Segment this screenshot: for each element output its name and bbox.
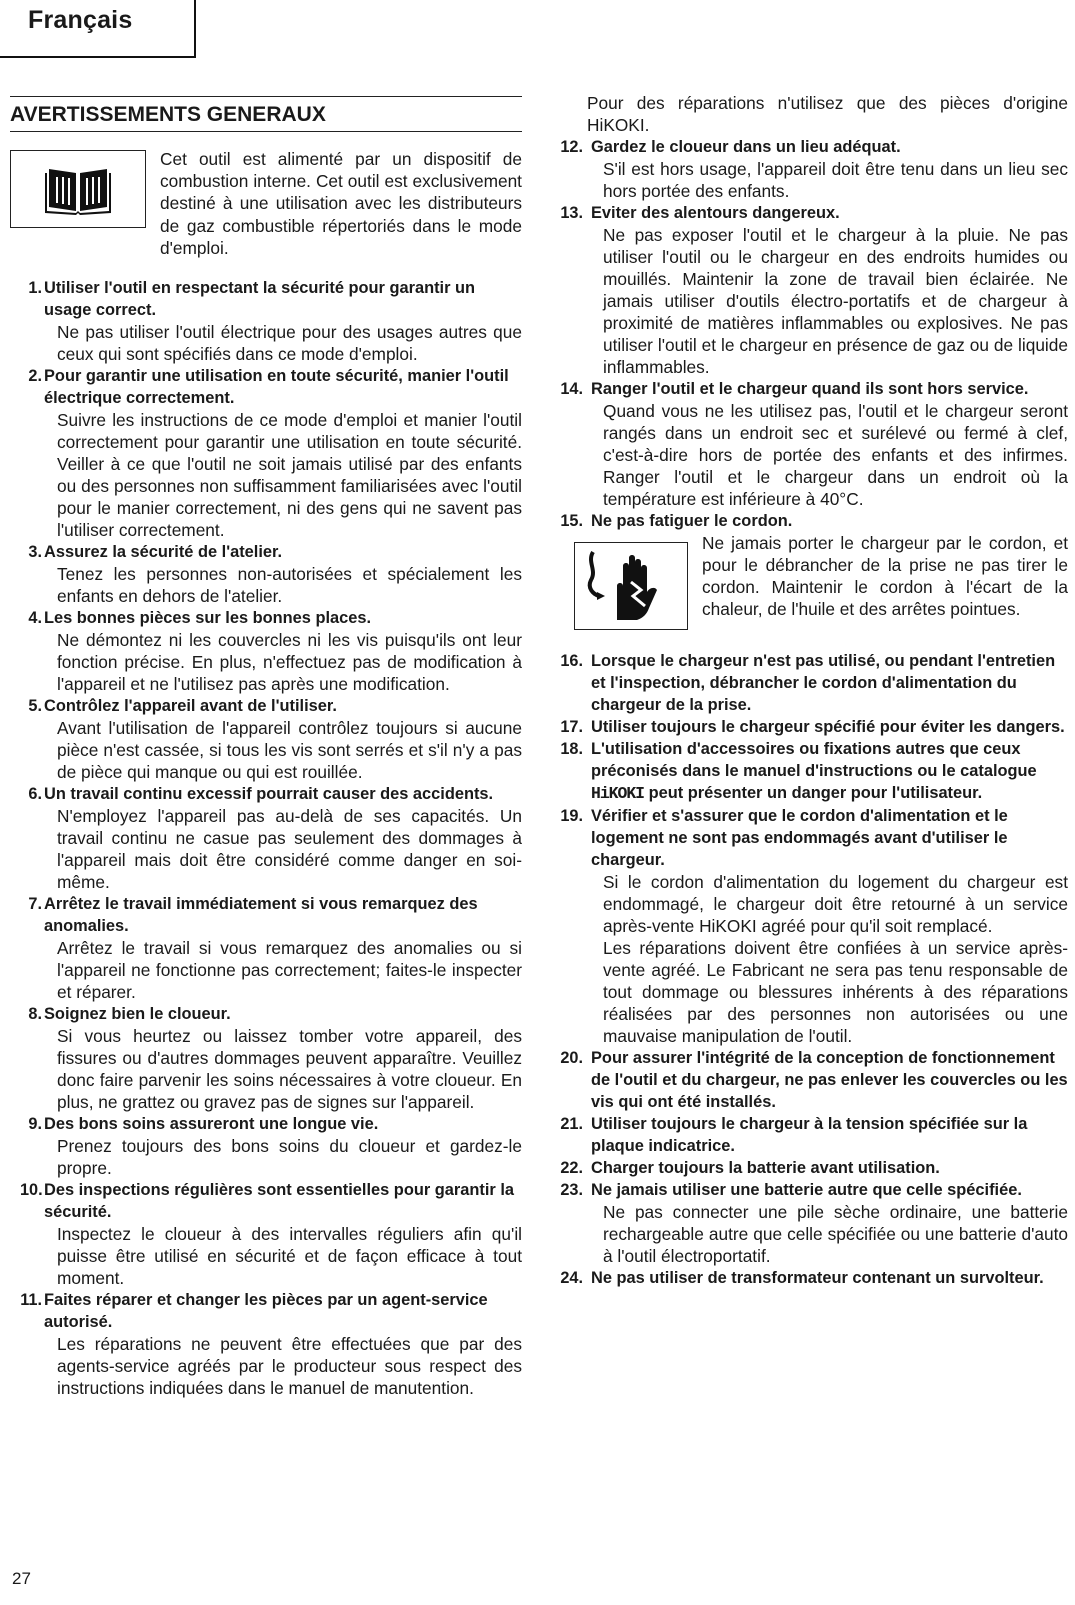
- item-heading: Utiliser toujours le chargeur spécifié pour éviter les dangers.: [591, 718, 1065, 736]
- item-body: Ne pas exposer l'outil et le chargeur à la pluie. Ne pas utiliser l'outil ou le chargeur en des endroits humides ou mouillés. Maintenir la zone de travail bien éclairée. Ne jamais utiliser d'outils électro-portatifs et de chargeur à proximité de matières inflammables ou explosives. Ne pas utiliser l'outil et le chargeur en présence de gaz ou de liquide inflammables.: [603, 225, 1068, 377]
- item-body: N'employez l'appareil pas au-delà de ses capacités. Un travail continu ne casue pas seulement des dommages à l'appareil mais doit être considéré comme danger en soi-même.: [57, 806, 522, 893]
- item-heading: Charger toujours la batterie avant utilisation.: [591, 1159, 940, 1177]
- list-item: [556, 716, 1068, 738]
- item-number: 3.: [28, 543, 42, 562]
- list-item: [556, 738, 1068, 805]
- item-heading-part: peut présenter un danger pour l'utilisateur.: [644, 784, 983, 802]
- list-item: [10, 783, 522, 893]
- item-number: 10.: [20, 1181, 43, 1200]
- list-item: [10, 541, 522, 607]
- electric-shock-hand-icon: [583, 548, 679, 624]
- item-body: Tenez les personnes non-autorisées et spécialement les enfants en dehors de l'atelier.: [57, 564, 522, 607]
- shock-icon-frame: [574, 542, 688, 630]
- list-item: [10, 1113, 522, 1179]
- item-heading: Eviter des alentours dangereux.: [591, 204, 840, 222]
- book-icon: [45, 163, 111, 215]
- list-item: [10, 1003, 522, 1113]
- item-body-2: Les réparations doivent être confiées à un service après-vente agréé. Le Fabricant ne sera pas tenu responsable de tout dommage ou blessures inhérents à des réparations réalisées par des personnes non autorisées ou une mauvaise manipulation de l'outil.: [603, 938, 1068, 1046]
- item-number: 21.: [560, 1115, 583, 1133]
- item-number: 7.: [28, 895, 42, 914]
- item-body: Avant l'utilisation de l'appareil contrôlez toujours si aucune pièce n'est cassée, si tous les vis sont serrés et s'il n'y a pas de pièce qui manque ou qui est rouillée.: [57, 718, 522, 783]
- item-body-part: agréé pour qu'il soit remplacé.: [756, 916, 993, 936]
- list-item: [556, 1267, 1068, 1289]
- item-heading: Contrôlez l'appareil avant de l'utiliser.: [44, 697, 337, 716]
- list-item: [10, 695, 522, 783]
- item-heading: Des inspections régulières sont essentielles pour garantir la sécurité.: [44, 1181, 515, 1222]
- right-warning-list-a: [556, 136, 1068, 532]
- intro-text: Cet outil est alimenté par un dispositif de combustion interne. Cet outil est exclusivement destiné à une utilisation avec les distributeurs de gaz combustible répertoriés dans le mode d'emploi.: [160, 149, 522, 258]
- list-item: [556, 510, 1068, 532]
- item-body: Si vous heurtez ou laissez tomber votre appareil, des fissures ou d'autres dommages peuvent apparaître. Veuillez donc faire parvenir les soins nécessaires à votre cloueur. En plus, ne grattez ou gravez pas de signes sur l'appareil.: [57, 1026, 522, 1113]
- language-label: Français: [28, 6, 133, 34]
- item-heading: Ne jamais utiliser une batterie autre que celle spécifiée.: [591, 1181, 1022, 1199]
- list-item: [556, 136, 1068, 202]
- item-number: 17.: [560, 718, 583, 736]
- item-number: 11.: [20, 1291, 42, 1310]
- list-item: [556, 202, 1068, 378]
- item-number: 9.: [28, 1115, 42, 1134]
- list-item: [556, 1157, 1068, 1179]
- list-item: [10, 893, 522, 1003]
- item-body: Arrêtez le travail si vous remarquez des anomalies ou si l'appareil ne fonctionne pas correctement; faites-le inspecter et réparer.: [57, 938, 522, 1003]
- item-heading: Faites réparer et changer les pièces par un agent-service autorisé.: [44, 1291, 488, 1332]
- item-15-block: [556, 532, 1068, 630]
- item-heading: Utiliser l'outil en respectant la sécurité pour garantir un usage correct.: [44, 279, 476, 320]
- left-column: [10, 96, 522, 1399]
- item-number: 24.: [560, 1269, 583, 1287]
- item-number: 12.: [560, 138, 583, 156]
- list-item: [556, 1179, 1068, 1267]
- list-item: [10, 1179, 522, 1289]
- right-warning-list-c: [556, 1047, 1068, 1289]
- right-warning-list-b: [556, 650, 1068, 738]
- item-15-text: Ne jamais porter le chargeur par le cordon, et pour le débrancher de la prise ne pas tirer le cordon. Maintenir le cordon à l'écart de la chaleur, de l'huile et des arrêtes pointues.: [702, 533, 1068, 619]
- item-heading: Les bonnes pièces sur les bonnes places.: [44, 609, 372, 628]
- item-number: 15.: [560, 512, 583, 530]
- item-body: Suivre les instructions de ce mode d'emploi et manier l'outil correctement pour garantir une utilisation en toute sécurité. Veiller à ce que l'outil ne soit jamais utilisé par des enfants ou des personnes non suffisamment familiarisées avec l'outil pour le manier correctement, ni des gens qui ne savent pas l'utiliser correctement.: [57, 410, 522, 541]
- right-warning-list-item18: [556, 738, 1068, 1047]
- item-body: Inspectez le cloueur à des intervalles réguliers afin qu'il puisse être utilisé en sécurité et de façon efficace à tout moment.: [57, 1224, 522, 1289]
- item-heading: Vérifier et s'assurer que le cordon d'alimentation et le logement ne sont pas endommagés avant d'utiliser le chargeur.: [591, 807, 1008, 869]
- item-heading: Utiliser toujours le chargeur à la tension spécifiée sur la plaque indicatrice.: [591, 1115, 1028, 1155]
- item-body: Les réparations ne peuvent être effectuées que par des agents-service agréés par le producteur sous respect des instructions indiquées dans le manuel de manutention.: [57, 1334, 522, 1399]
- item-heading: [591, 738, 1068, 805]
- item-number: 6.: [28, 785, 42, 804]
- item-number: 1.: [28, 279, 42, 298]
- item-heading: Ne pas fatiguer le cordon.: [591, 512, 793, 530]
- item-heading: Un travail continu excessif pourrait causer des accidents.: [44, 785, 494, 804]
- brand-name: HiKOKI: [591, 784, 645, 803]
- list-item: [556, 1113, 1068, 1157]
- language-tab: [0, 0, 196, 58]
- list-item: [556, 378, 1068, 510]
- page-number: 27: [12, 1569, 31, 1588]
- item-body-part: Si le cordon d'alimentation du logement du chargeur est endommagé, le chargeur doit être retourné à un service après-vente: [603, 872, 1068, 936]
- item-number: 18.: [560, 740, 583, 758]
- item-11-continuation: Pour des réparations n'utilisez que des pièces d'origine HiKOKI.: [587, 93, 1068, 135]
- item-heading: Pour garantir une utilisation en toute sécurité, manier l'outil électrique correctement.: [44, 367, 509, 408]
- item-heading: Lorsque le chargeur n'est pas utilisé, ou pendant l'entretien et l'inspection, débrancher le cordon d'alimentation du chargeur de la prise.: [591, 652, 1056, 714]
- intro-block: [10, 148, 522, 259]
- item-heading: Ranger l'outil et le chargeur quand ils sont hors service.: [591, 380, 1029, 398]
- brand-name: HiKOKI: [699, 916, 757, 936]
- list-item: [10, 607, 522, 695]
- item-body: S'il est hors usage, l'appareil doit être tenu dans un lieu sec hors portée des enfants.: [603, 159, 1068, 201]
- item-number: 22.: [560, 1159, 583, 1177]
- item-body: Prenez toujours des bons soins du cloueur et gardez-le propre.: [57, 1136, 522, 1179]
- item-heading: Arrêtez le travail immédiatement si vous remarquez des anomalies.: [44, 895, 478, 936]
- item-heading: Gardez le cloueur dans un lieu adéquat.: [591, 138, 901, 156]
- right-column: [556, 92, 1068, 1289]
- item-heading: Assurez la sécurité de l'atelier.: [44, 543, 283, 562]
- item-number: 4.: [28, 609, 42, 628]
- item-number: 19.: [560, 807, 583, 825]
- item-number: 14.: [560, 380, 583, 398]
- list-item: [10, 1289, 522, 1399]
- item-heading: Soignez bien le cloueur.: [44, 1005, 231, 1024]
- item-heading: Pour assurer l'intégrité de la conception de fonctionnement de l'outil et du chargeur, ne pas enlever les couvercles ou les vis qui ont été installés.: [591, 1049, 1068, 1111]
- list-item: [10, 365, 522, 541]
- item-number: 5.: [28, 697, 42, 716]
- list-item: [556, 805, 1068, 1047]
- item-body: Ne pas utiliser l'outil électrique pour des usages autres que ceux qui sont spécifiés dans ce mode d'emploi.: [57, 322, 522, 365]
- item-number: 13.: [560, 204, 583, 222]
- left-warning-list: [10, 277, 522, 1399]
- item-body: Quand vous ne les utilisez pas, l'outil et le chargeur seront rangés dans un endroit sec et surélevé ou fermé à clef, c'est-à-dire hors de portée des enfants et des infirmes. Ranger l'outil et le chargeur dans un endroit où la température est inférieure à 40°C.: [603, 401, 1068, 509]
- item-number: 2.: [28, 367, 42, 386]
- item-number: 23.: [560, 1181, 583, 1199]
- item-heading: Ne pas utiliser de transformateur contenant un survolteur.: [591, 1269, 1044, 1287]
- item-number: 16.: [560, 652, 583, 670]
- item-body: Ne pas connecter une pile sèche ordinaire, une batterie rechargeable autre que celle spécifiée ou une batterie d'auto à l'outil électroportatif.: [603, 1202, 1068, 1266]
- item-heading-part: L'utilisation d'accessoires ou fixations autres que ceux préconisés dans le manuel d'instructions ou le catalogue: [591, 740, 1037, 780]
- manual-icon-frame: [10, 150, 146, 228]
- item-body: Ne démontez ni les couvercles ni les vis puisqu'ils ont leur fonction précise. En plus, n'effectuez pas de modification à l'appareil et ne l'utilisez pas après une modification.: [57, 630, 522, 695]
- item-body: [591, 871, 1068, 937]
- list-item: [556, 1047, 1068, 1113]
- item-number: 8.: [28, 1005, 42, 1024]
- section-title: AVERTISSEMENTS GENERAUX: [10, 96, 522, 132]
- item-number: 20.: [560, 1049, 583, 1067]
- item-heading: Des bons soins assureront une longue vie.: [44, 1115, 379, 1134]
- list-item: [556, 650, 1068, 716]
- list-item: [10, 277, 522, 365]
